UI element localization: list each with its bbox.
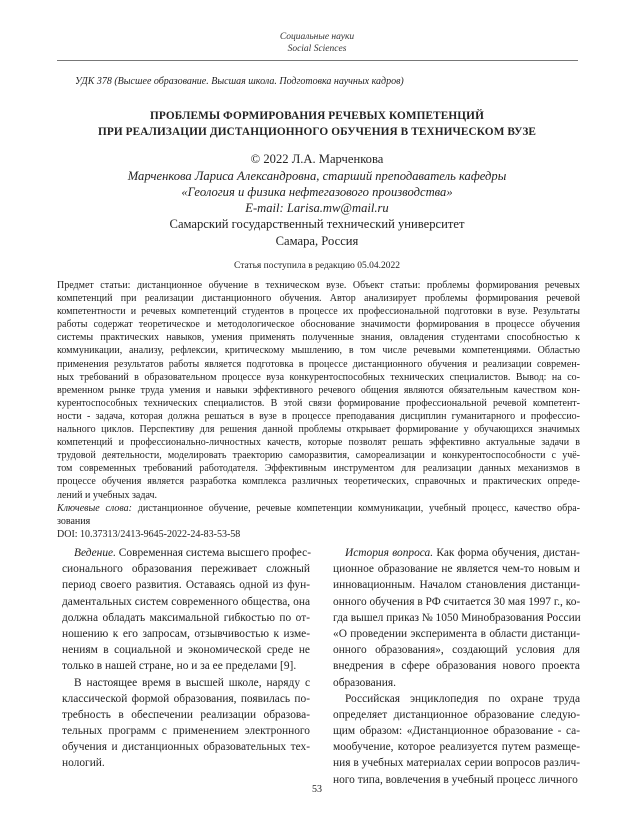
- abstract-line: процессе обучения является разработка комплекса различных теоретических, справочных и практических опреде-: [57, 476, 580, 488]
- right-column: [333, 545, 580, 788]
- journal-name-ru: Социальные науки: [279, 32, 355, 42]
- line-text: В настоящее время в высшей школе, наряду с: [74, 676, 310, 689]
- paragraph-line: [62, 739, 310, 755]
- keywords-line: [57, 502, 580, 515]
- paragraph-line: [62, 707, 310, 723]
- udk: УДК 378 (Высшее образование. Высшая школа. Подготовка научных кадров): [75, 76, 404, 87]
- abstract-line: трудовой деятельности, моделировать траекторию саморазвития, самореализации и конкурентоспособности с учё-: [57, 450, 580, 462]
- paragraph-line: [333, 626, 580, 642]
- abstract-line: нального циклов. Перспективу для решения данной проблемы открывает формирование у обучающихся значимых: [57, 424, 580, 436]
- paragraph-line: [333, 658, 580, 674]
- line-text: Как форма обучения, дистан-: [436, 547, 580, 559]
- paragraph-line: [333, 577, 580, 593]
- line-text: ношению к его запросам, отзывчивостью к изме-: [62, 627, 310, 640]
- page-number: 53: [312, 784, 322, 795]
- paragraph-line: [62, 561, 310, 577]
- abstract-line: Предмет статьи: дистанционное обучение в техническом вузе. Объект статьи: проблемы формирования речевых: [57, 280, 580, 291]
- article-title-line-1: ПРОБЛЕМЫ ФОРМИРОВАНИЯ РЕЧЕВЫХ КОМПЕТЕНЦИЙ: [150, 110, 484, 122]
- line-text: тельных программ с применением электронного: [62, 725, 310, 738]
- line-text: сионального образования переживает сложный: [62, 563, 310, 576]
- doi: DOI: 10.37313/2413-9645-2022-24-83-53-58: [57, 528, 241, 540]
- copyright: © 2022 Л.А. Марченкова: [250, 152, 384, 166]
- section-lead: Ведение.: [74, 547, 116, 559]
- paragraph-line: [62, 658, 310, 674]
- line-text: определяет дистанционное образование следую-: [333, 708, 580, 721]
- abstract-line: компетенций при реализации дистанционного обучения. Автор анализирует проблемы формирования речевой: [57, 293, 580, 305]
- author-university: Самарский государственный технический университет: [169, 217, 465, 231]
- paragraph-line: [62, 691, 310, 707]
- line-text: инновационным. Началом становления дистанци-: [333, 579, 580, 592]
- line-text: онного обучения в РФ считается 30 мая 1997 г., ко-: [333, 595, 581, 608]
- abstract-line: системы практических навыков, умения применять полученные знания, овладения студентами способностью к: [57, 332, 580, 344]
- author-email: E-mail: Larisa.mw@mail.ru: [245, 201, 389, 215]
- paragraph-line: [333, 723, 580, 739]
- paragraph-line: [62, 675, 310, 691]
- line-text: нологий.: [62, 757, 105, 770]
- line-text: период своего развития. Оставаясь одной из фун-: [62, 579, 310, 592]
- line-text: обучения и дистанционных образовательных тех-: [62, 741, 310, 754]
- paragraph-line: [62, 545, 310, 561]
- paragraph-line: [62, 642, 310, 658]
- paragraph-line: [62, 723, 310, 739]
- abstract-line: курентоспособных технических специалистов. В этой связи формирование профессиональной речевой компетент-: [57, 397, 580, 409]
- abstract-line: компетенций и профессионально-личностных качеств, которые позволят решать эффективно актуальные задачи в: [57, 437, 580, 449]
- paragraph-line: [62, 626, 310, 642]
- line-text: щим образом: «Дистанционное образование - са-: [333, 725, 580, 738]
- paragraph-line: [62, 755, 310, 771]
- line-text: нениям в социальной и экономической среде не: [62, 644, 310, 657]
- journal-name-en: Social Sciences: [287, 44, 347, 54]
- abstract-line: лений и учебных задач.: [57, 489, 158, 501]
- line-text: классической формой образования, появилась по-: [62, 692, 310, 705]
- paragraph-line: [333, 755, 580, 771]
- paragraph-line: [62, 577, 310, 593]
- line-text: ного типа, вовлечения в учебный процесс личного: [333, 773, 578, 786]
- section-lead: История вопроса.: [345, 547, 434, 559]
- abstract-line: временном рынке труда умения и навыки эффективного речевого общения являются обязательным качеством кон-: [57, 384, 580, 396]
- paragraph-line: [62, 594, 310, 610]
- abstract: [57, 279, 580, 541]
- paragraph-line: [333, 691, 580, 707]
- author-city: Самара, Россия: [275, 234, 359, 248]
- paragraph-line: [333, 707, 580, 723]
- line-text: образования.: [333, 676, 396, 689]
- line-text: внедрения в сфере образования нового проекта: [333, 660, 580, 673]
- author-position: Марченкова Лариса Александровна, старший преподаватель кафедры: [127, 169, 507, 183]
- paragraph-line: [333, 545, 580, 561]
- abstract-line: том современных требований работодателя. Эффективным инструментом для реализации данных механизмов в: [57, 463, 580, 475]
- line-text: ния в учебных материалах серии вопросов различ-: [333, 757, 580, 770]
- header-divider: [57, 60, 578, 61]
- paragraph-line: [62, 610, 310, 626]
- keywords-text: дистанционное обучение, речевые компетенции коммуникации, учебный процесс, качество обра-: [137, 502, 580, 514]
- line-text: гда вышел приказ № 1050 Минобразования России: [333, 611, 581, 624]
- paragraph-line: [333, 739, 580, 755]
- paragraph-line: [333, 561, 580, 577]
- line-text: ционное образование не является чем-то новым и: [333, 563, 580, 576]
- line-text: только в нашей стране, но и за ее пределами [9].: [62, 660, 297, 673]
- abstract-line: коммуникации, анализу, рефлексии, критическому мышлению, в том числе речевыми компетенциями. Областью: [57, 345, 580, 357]
- abstract-line: применения результатов работы является подготовка в процессе дистанционного обучения и реализации современ-: [57, 358, 580, 370]
- paragraph-line: [333, 675, 580, 691]
- line-text: даментальных систем современного общества, она: [62, 595, 310, 608]
- keywords-line: зования: [57, 515, 91, 527]
- paragraph-line: [333, 642, 580, 658]
- left-column: [62, 545, 310, 772]
- abstract-line: работы содержат теоретическое и методологическое обоснование значимости формирования в процессе обучения: [57, 319, 580, 331]
- abstract-line: ности - задача, которая должна решаться в вузе в процессе преподавания дисциплин гуманитарного и профессио-: [57, 410, 580, 422]
- author-department: «Геология и физика нефтегазового производства»: [181, 185, 453, 199]
- keywords-label: Ключевые слова:: [57, 502, 133, 514]
- line-text: Российская энциклопедия по охране труда: [345, 692, 580, 705]
- received-date: Статья поступила в редакцию 05.04.2022: [234, 261, 400, 271]
- line-text: онного образования», создающий условия для: [333, 644, 580, 657]
- paragraph-line: [333, 610, 580, 626]
- line-text: «О проведении эксперимента в области дистанци-: [333, 627, 580, 640]
- line-text: Современная система высшего профес-: [118, 547, 311, 559]
- line-text: мообучение, которое реализуется путем размеще-: [333, 741, 580, 754]
- abstract-line: компетентности и речевых компетенций студентов в процессе их профессиональной подготовки в вузе. Результаты: [57, 306, 580, 318]
- article-title-line-2: ПРИ РЕАЛИЗАЦИИ ДИСТАНЦИОННОГО ОБУЧЕНИЯ В ТЕХНИЧЕСКОМ ВУЗЕ: [97, 126, 537, 138]
- paragraph-line: [333, 594, 580, 610]
- line-text: требность в обеспечении реализации образова-: [62, 708, 310, 721]
- line-text: должна обладать максимальной гибкостью по от-: [62, 611, 310, 624]
- abstract-line: ных требований в образовательном процессе вуза конкурентоспособных технических специалистов. Вывод: на со-: [57, 371, 580, 383]
